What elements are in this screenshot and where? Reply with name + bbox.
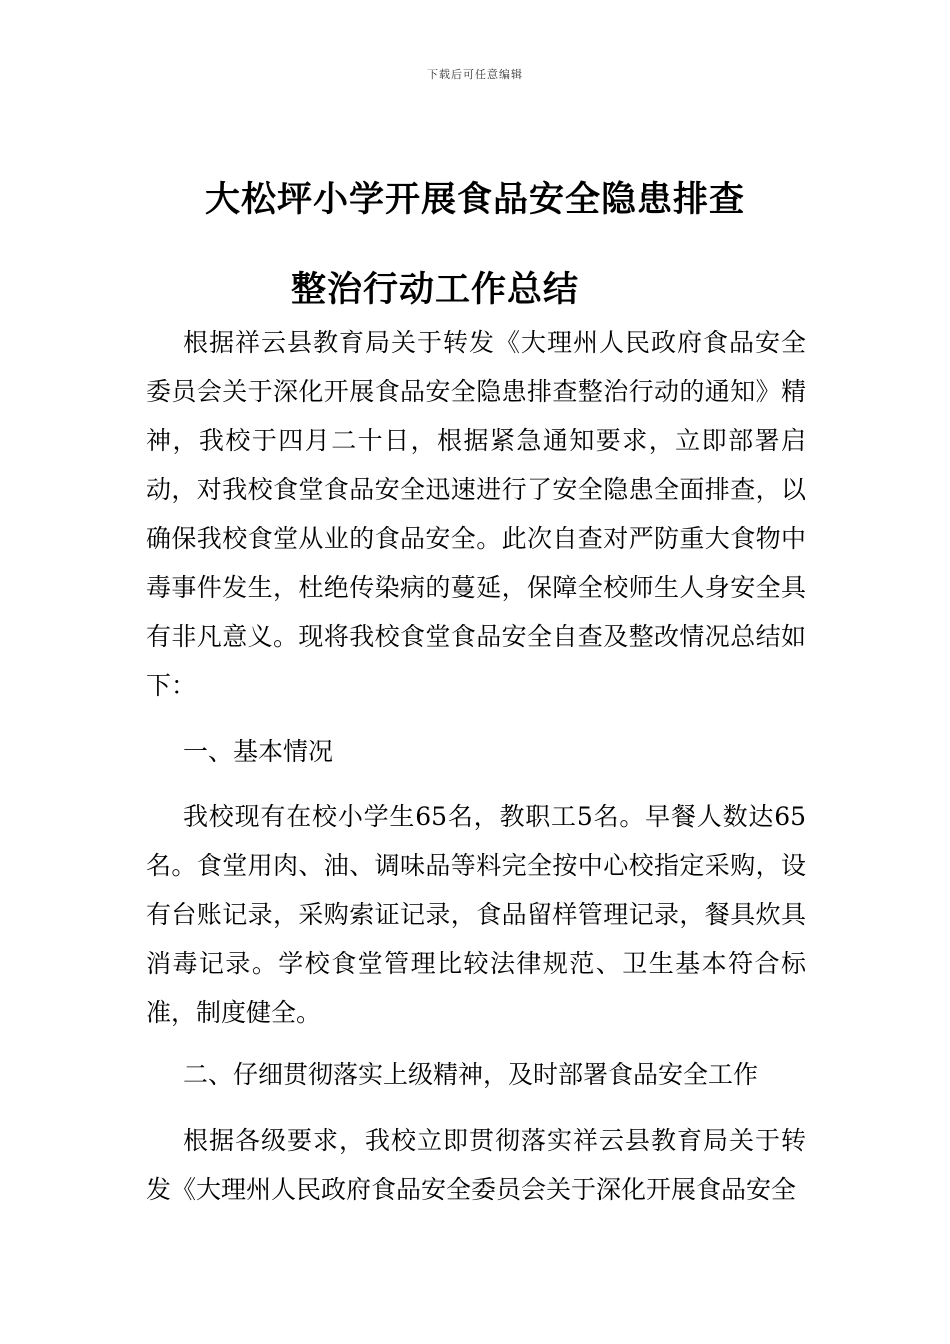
paragraph-basic-info [146,792,806,1037]
paragraph-intro-text: 根据祥云县教育局关于转发《大理州人民政府食品安全委员会关于深化开展食品安全隐患排查整治行动的通知》精神，我校于四月二十日，根据紧急通知要求，立即部署启动，对我校食堂食品安全迅速进行了安全隐患全面排查，以确保我校食堂从业的食品安全。此次自查对严防重大食物中毒事件发生，杜绝传染病的蔓延，保障全校师生人身安全具有非凡意义。现将我校食堂食品安全自查及整改情况总结如下： [146,328,806,700]
paragraph-intro [146,318,806,710]
section-heading-2-text: 二、仔细贯彻落实上级精神，及时部署食品安全工作 [183,1060,759,1089]
document-title-line-2: 整治行动工作总结 [290,270,579,310]
section-heading-1 [146,727,806,776]
section-heading-2 [146,1050,806,1099]
section-heading-1-text: 一、基本情况 [183,737,334,766]
paragraph-implementation-text: 根据各级要求，我校立即贯彻落实祥云县教育局关于转发《大理州人民政府食品安全委员会关于深化开展食品安全 [146,1126,806,1204]
paragraph-basic-info-text: 我校现有在校小学生65名，教职工5名。早餐人数达65名。食堂用肉、油、调味品等料完全按中心校指定采购，设有台账记录，采购索证记录，食品留样管理记录，餐具炊具消毒记录。学校食堂管理比较法律规范、卫生基本符合标准，制度健全。 [146,802,806,1027]
paragraph-implementation [146,1116,806,1214]
document-title-line-1: 大松坪小学开展食品安全隐患排查 [204,180,745,220]
header-note: 下载后可任意编辑 [427,68,523,81]
